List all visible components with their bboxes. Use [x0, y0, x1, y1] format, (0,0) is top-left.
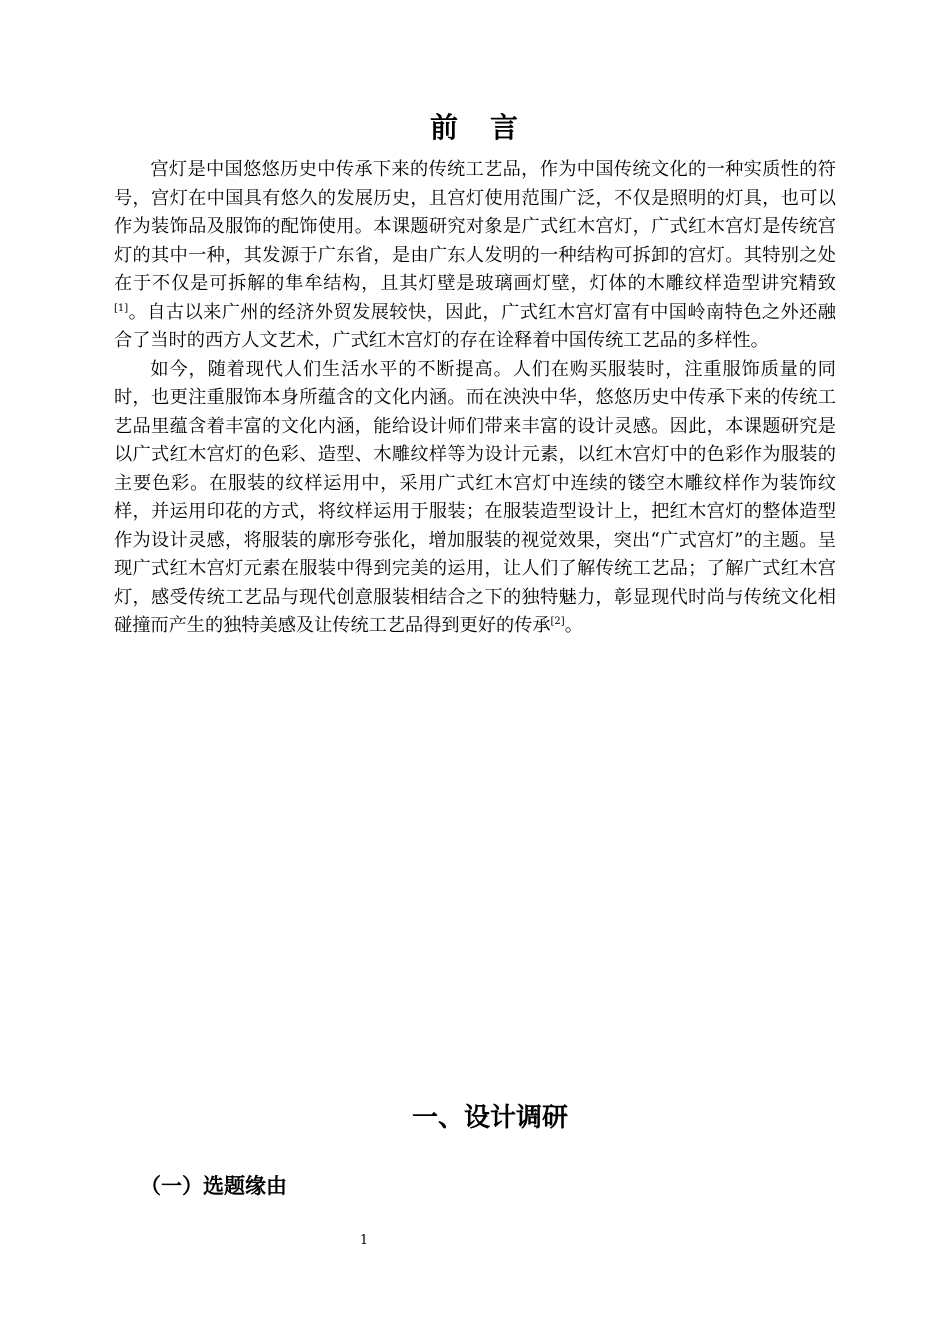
citation-ref-1: [1] — [114, 302, 129, 314]
paragraph-2 — [114, 356, 836, 641]
page-number: 1 — [359, 1233, 369, 1248]
paragraph-2-text: 如今，随着现代人们生活水平的不断提高。人们在购买服装时，注重服饰质量的同时，也更注重服饰本身所蕴含的文化内涵。而在泱泱中华，悠悠历史中传承下来的传统工艺品里蕴含着丰富的文化内涵，能给设计师们带来丰富的设计灵感。因此，本课题研究是以广式红木宫灯的色彩、造型、木雕纹样等为设计元素，以红木宫灯中的色彩作为服装的主要色彩。在服装的纹样运用中，采用广式红木宫灯中连续的镂空木雕纹样作为装饰纹样，并运用印花的方式，将纹样运用于服装；在服装造型设计上，把红木宫灯的整体造型作为设计灵感，将服装的廓形夸张化，增加服装的视觉效果，突出“广式宫灯”的主题。呈现广式红木宫灯元素在服装中得到完美的运用，让人们了解传统工艺品；了解广式红木宫灯，感受传统工艺品与现代创意服装相结合之下的独特魅力，彰显现代时尚与传统文化相碰撞而产生的独特美感及让传统工艺品得到更好的传承 — [114, 358, 836, 636]
section-heading: （一）选题缘由 — [140, 1174, 287, 1198]
body-text — [114, 156, 836, 641]
page-title: 前 言 — [429, 111, 520, 144]
paragraph-1-text: 宫灯是中国悠悠历史中传承下来的传统工艺品，作为中国传统文化的一种实质性的符号，宫灯在中国具有悠久的发展历史，且宫灯使用范围广泛，不仅是照明的灯具，也可以作为装饰品及服饰的配饰使用。本课题研究对象是广式红木宫灯，广式红木宫灯是传统宫灯的其中一种，其发源于广东省，是由广东人发明的一种结构可拆卸的宫灯。其特别之处在于不仅是可拆解的隼牟结构，且其灯壁是玻璃画灯壁，灯体的木雕纹样造型讲究精致 — [114, 159, 836, 294]
paragraph-1 — [114, 156, 836, 356]
citation-ref-2: [2] — [550, 616, 565, 627]
paragraph-1-text-end: 。自古以来广州的经济外贸发展较快，因此，广式红木宫灯富有中国岭南特色之外还融合了当时的西方人文艺术，广式红木宫灯的存在诠释着中国传统工艺品的多样性。 — [114, 301, 836, 351]
paragraph-2-text-end: 。 — [564, 615, 583, 636]
chapter-heading: 一、设计调研 — [411, 1103, 568, 1133]
